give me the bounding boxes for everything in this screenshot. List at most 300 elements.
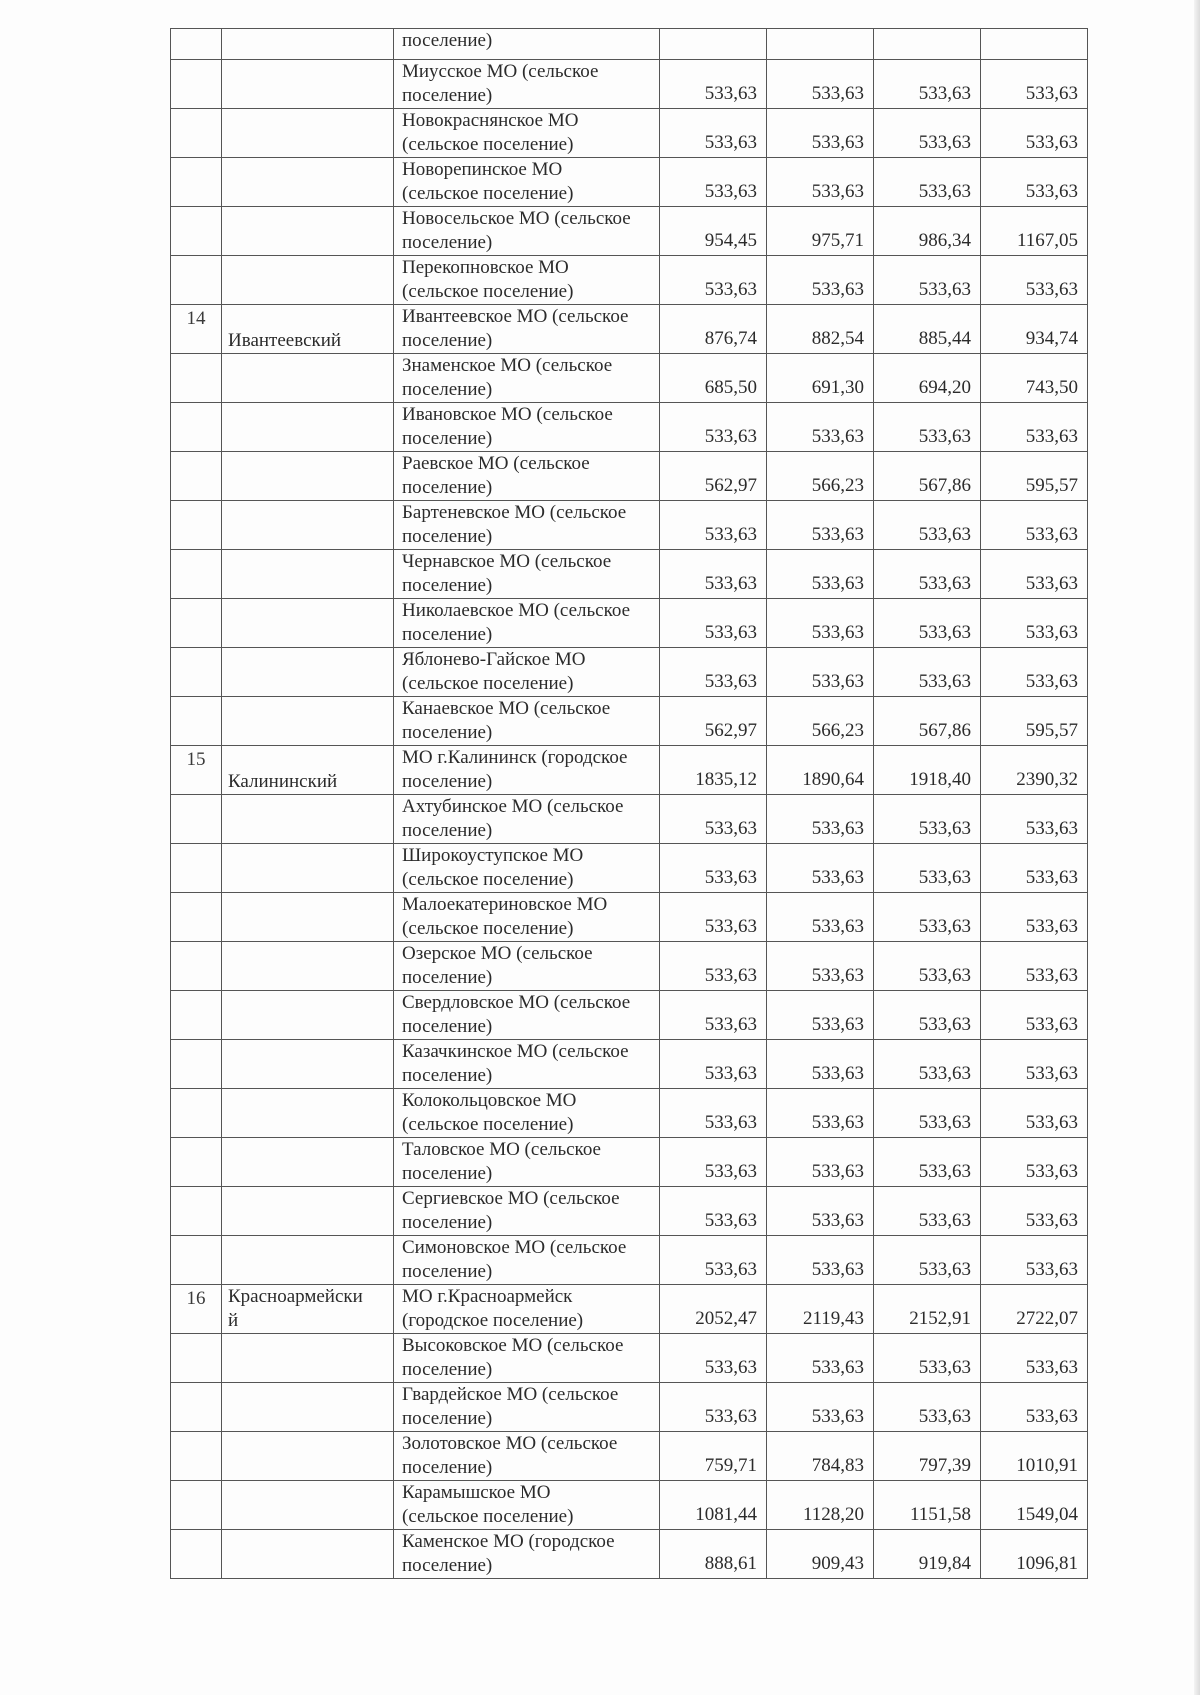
- value-cell-col-2: [767, 599, 874, 648]
- value-text: 533,63: [1025, 867, 1078, 888]
- district-cell: [222, 746, 394, 795]
- value-text: 533,63: [1025, 181, 1078, 202]
- value-text: 882,54: [811, 328, 864, 349]
- value-cell-col-2: [767, 403, 874, 452]
- municipality-name-line: Новокраснянское МО: [402, 110, 579, 131]
- table-row: [171, 893, 1088, 942]
- row-number-cell: [171, 1285, 222, 1334]
- municipality-name-line: поселение): [402, 624, 493, 645]
- district-name: Калининский: [228, 771, 338, 792]
- value-text: 533,63: [918, 1112, 971, 1133]
- value-cell-col-2: [767, 60, 874, 109]
- table-row: [171, 1432, 1088, 1481]
- row-number-cell: [171, 1236, 222, 1285]
- district-cell: [222, 599, 394, 648]
- value-text: 2152,91: [909, 1308, 971, 1329]
- municipality-name-line: поселение): [402, 575, 493, 596]
- municipal-values-table: [170, 28, 1088, 1579]
- municipality-name-line: поселение): [402, 379, 493, 400]
- district-cell: [222, 1285, 394, 1334]
- value-cell-col-4: [981, 1285, 1088, 1334]
- value-text: 1151,58: [909, 1504, 971, 1525]
- value-text: 533,63: [704, 916, 757, 937]
- value-cell-col-1: [660, 256, 767, 305]
- value-cell-col-4: [981, 1236, 1088, 1285]
- value-text: 533,63: [811, 1112, 864, 1133]
- table-row: [171, 501, 1088, 550]
- value-cell-col-4: [981, 109, 1088, 158]
- value-text: 759,71: [704, 1455, 757, 1476]
- row-number-cell: [171, 648, 222, 697]
- municipality-name-line: (сельское поселение): [402, 673, 574, 694]
- value-cell-col-4: [981, 256, 1088, 305]
- value-cell-col-3: [874, 60, 981, 109]
- value-text: 2390,32: [1016, 769, 1078, 790]
- value-text: 533,63: [1025, 83, 1078, 104]
- row-number-cell: [171, 29, 222, 60]
- value-text: 533,63: [1025, 1357, 1078, 1378]
- row-number-cell: [171, 942, 222, 991]
- value-cell-col-4: [981, 1089, 1088, 1138]
- value-text: 533,63: [1025, 1259, 1078, 1280]
- value-text: 533,63: [704, 1357, 757, 1378]
- table-row: [171, 648, 1088, 697]
- value-text: 533,63: [918, 573, 971, 594]
- municipality-cell: [394, 746, 660, 795]
- value-cell-col-4: [981, 1432, 1088, 1481]
- value-text: 533,63: [704, 1161, 757, 1182]
- value-text: 533,63: [918, 818, 971, 839]
- municipality-cell: [394, 550, 660, 599]
- table-row: [171, 207, 1088, 256]
- municipality-name-line: поселение): [402, 526, 493, 547]
- value-text: 533,63: [704, 1112, 757, 1133]
- municipality-name-line: Знаменское МО (сельское: [402, 355, 613, 376]
- value-text: 533,63: [1025, 279, 1078, 300]
- municipality-name-line: Широкоуступское МО: [402, 845, 584, 866]
- value-text: 533,63: [704, 132, 757, 153]
- value-text: 1918,40: [909, 769, 971, 790]
- municipality-name-line: поселение): [402, 85, 493, 106]
- value-cell-col-4: [981, 991, 1088, 1040]
- row-number: 15: [186, 749, 206, 770]
- municipality-name-line: МО г.Красноармейск: [402, 1286, 573, 1307]
- value-text: 533,63: [918, 1406, 971, 1427]
- value-cell-col-3: [874, 1138, 981, 1187]
- value-text: 533,63: [704, 1259, 757, 1280]
- value-text: 533,63: [704, 671, 757, 692]
- municipality-cell: [394, 207, 660, 256]
- table-row: [171, 403, 1088, 452]
- row-number-cell: [171, 354, 222, 403]
- value-cell-col-2: [767, 452, 874, 501]
- value-text: 533,63: [704, 818, 757, 839]
- municipality-name-line: (сельское поселение): [402, 134, 574, 155]
- value-text: 533,63: [704, 622, 757, 643]
- district-cell: [222, 795, 394, 844]
- table-row: [171, 1383, 1088, 1432]
- value-cell-col-1: [660, 1432, 767, 1481]
- row-number-cell: [171, 1432, 222, 1481]
- value-text: 533,63: [1025, 622, 1078, 643]
- value-text: 533,63: [918, 83, 971, 104]
- district-cell: [222, 550, 394, 599]
- value-cell-col-1: [660, 60, 767, 109]
- value-cell-col-1: [660, 795, 767, 844]
- municipality-name-line: поселение): [402, 330, 493, 351]
- municipality-cell: [394, 942, 660, 991]
- municipality-name-line: поселение): [402, 477, 493, 498]
- municipality-name-line: поселение): [402, 722, 493, 743]
- row-number-cell: [171, 991, 222, 1040]
- municipality-name-line: (сельское поселение): [402, 183, 574, 204]
- value-cell-col-4: [981, 1040, 1088, 1089]
- value-cell-col-4: [981, 1138, 1088, 1187]
- municipality-cell: [394, 1432, 660, 1481]
- table-row: [171, 550, 1088, 599]
- municipality-cell: [394, 1285, 660, 1334]
- value-cell-col-1: [660, 697, 767, 746]
- value-cell-col-3: [874, 256, 981, 305]
- value-text: 1549,04: [1016, 1504, 1078, 1525]
- value-cell-col-2: [767, 1089, 874, 1138]
- value-text: 533,63: [704, 524, 757, 545]
- district-name: Красноармейски й: [228, 1286, 363, 1331]
- municipality-cell: [394, 60, 660, 109]
- value-cell-col-4: [981, 29, 1088, 60]
- district-cell: [222, 1530, 394, 1579]
- value-cell-col-2: [767, 158, 874, 207]
- value-cell-col-3: [874, 599, 981, 648]
- value-text: 533,63: [704, 965, 757, 986]
- value-text: 986,34: [918, 230, 971, 251]
- value-text: 533,63: [918, 622, 971, 643]
- value-text: 784,83: [811, 1455, 864, 1476]
- value-text: 533,63: [918, 132, 971, 153]
- value-cell-col-3: [874, 1383, 981, 1432]
- value-cell-col-1: [660, 29, 767, 60]
- value-text: 566,23: [811, 475, 864, 496]
- row-number-cell: [171, 158, 222, 207]
- row-number-cell: [171, 893, 222, 942]
- table-row: [171, 1530, 1088, 1579]
- value-text: 1010,91: [1016, 1455, 1078, 1476]
- value-cell-col-1: [660, 1383, 767, 1432]
- value-text: 533,63: [811, 916, 864, 937]
- value-text: 533,63: [918, 1014, 971, 1035]
- value-cell-col-4: [981, 697, 1088, 746]
- value-text: 919,84: [918, 1553, 971, 1574]
- value-text: 533,63: [704, 1063, 757, 1084]
- table-row: [171, 1236, 1088, 1285]
- municipality-cell: [394, 256, 660, 305]
- value-cell-col-2: [767, 1285, 874, 1334]
- table-body: [171, 29, 1088, 1579]
- value-text: 567,86: [918, 720, 971, 741]
- value-text: 533,63: [704, 83, 757, 104]
- value-cell-col-2: [767, 305, 874, 354]
- value-text: 1835,12: [695, 769, 757, 790]
- value-text: 533,63: [1025, 916, 1078, 937]
- value-text: 533,63: [811, 83, 864, 104]
- value-text: 533,63: [918, 1063, 971, 1084]
- municipality-name-line: Каменское МО (городское: [402, 1531, 615, 1552]
- value-text: 533,63: [811, 1259, 864, 1280]
- municipality-name-line: Ивантеевское МО (сельское: [402, 306, 629, 327]
- table-row: [171, 1285, 1088, 1334]
- value-cell-col-1: [660, 109, 767, 158]
- municipality-name-line: Ивановское МО (сельское: [402, 404, 613, 425]
- district-cell: [222, 1236, 394, 1285]
- municipality-name-line: поселение): [402, 428, 493, 449]
- value-cell-col-2: [767, 207, 874, 256]
- value-text: 797,39: [918, 1455, 971, 1476]
- row-number-cell: [171, 599, 222, 648]
- municipality-name-line: Колокольцовское МО: [402, 1090, 577, 1111]
- table-row: [171, 599, 1088, 648]
- row-number-cell: [171, 403, 222, 452]
- value-cell-col-3: [874, 1089, 981, 1138]
- value-cell-col-2: [767, 893, 874, 942]
- value-text: 533,63: [918, 1210, 971, 1231]
- municipality-cell: [394, 991, 660, 1040]
- value-cell-col-3: [874, 501, 981, 550]
- municipality-cell: [394, 354, 660, 403]
- table-row: [171, 256, 1088, 305]
- municipality-name-line: (сельское поселение): [402, 869, 574, 890]
- table-row: [171, 795, 1088, 844]
- value-cell-col-1: [660, 1187, 767, 1236]
- table-row: [171, 60, 1088, 109]
- value-text: 533,63: [918, 1259, 971, 1280]
- value-cell-col-4: [981, 501, 1088, 550]
- value-text: 533,63: [811, 867, 864, 888]
- row-number: 14: [186, 308, 206, 329]
- value-text: 533,63: [811, 622, 864, 643]
- municipality-name-line: Высоковское МО (сельское: [402, 1335, 624, 1356]
- municipality-name-line: Сергиевское МО (сельское: [402, 1188, 620, 1209]
- row-number-cell: [171, 109, 222, 158]
- district-cell: [222, 452, 394, 501]
- municipality-cell: [394, 1138, 660, 1187]
- district-cell: [222, 256, 394, 305]
- value-text: 533,63: [704, 426, 757, 447]
- value-cell-col-4: [981, 599, 1088, 648]
- district-cell: [222, 60, 394, 109]
- district-cell: [222, 893, 394, 942]
- value-cell-col-3: [874, 305, 981, 354]
- value-cell-col-2: [767, 29, 874, 60]
- municipality-cell: [394, 1187, 660, 1236]
- municipality-cell: [394, 1040, 660, 1089]
- municipality-name-line: поселение): [402, 1457, 493, 1478]
- value-text: 694,20: [918, 377, 971, 398]
- value-cell-col-1: [660, 1040, 767, 1089]
- value-text: 533,63: [704, 573, 757, 594]
- municipality-cell: [394, 893, 660, 942]
- row-number-cell: [171, 844, 222, 893]
- page-edge-shadow: [1194, 0, 1200, 1695]
- municipality-cell: [394, 1089, 660, 1138]
- municipality-cell: [394, 844, 660, 893]
- municipality-cell: [394, 1481, 660, 1530]
- value-cell-col-4: [981, 1187, 1088, 1236]
- municipality-name-line: поселение): [402, 30, 493, 51]
- value-cell-col-3: [874, 942, 981, 991]
- value-cell-col-1: [660, 1285, 767, 1334]
- value-cell-col-1: [660, 550, 767, 599]
- value-text: 533,63: [1025, 671, 1078, 692]
- value-cell-col-1: [660, 207, 767, 256]
- table-row: [171, 158, 1088, 207]
- district-cell: [222, 991, 394, 1040]
- district-cell: [222, 697, 394, 746]
- district-cell: [222, 29, 394, 60]
- table-row: [171, 109, 1088, 158]
- table-row: [171, 697, 1088, 746]
- value-text: 888,61: [704, 1553, 757, 1574]
- municipality-name-line: поселение): [402, 1212, 493, 1233]
- value-cell-col-4: [981, 305, 1088, 354]
- value-cell-col-1: [660, 158, 767, 207]
- value-text: 533,63: [1025, 1210, 1078, 1231]
- value-text: 533,63: [1025, 524, 1078, 545]
- value-cell-col-4: [981, 844, 1088, 893]
- value-cell-col-2: [767, 1383, 874, 1432]
- value-cell-col-1: [660, 403, 767, 452]
- value-cell-col-1: [660, 501, 767, 550]
- value-cell-col-1: [660, 991, 767, 1040]
- municipality-name-line: МО г.Калининск (городское: [402, 747, 628, 768]
- municipality-cell: [394, 1530, 660, 1579]
- value-cell-col-1: [660, 648, 767, 697]
- table-row: [171, 29, 1088, 60]
- value-cell-col-1: [660, 1138, 767, 1187]
- municipality-name-line: Казачкинское МО (сельское: [402, 1041, 629, 1062]
- municipality-name-line: Ахтубинское МО (сельское: [402, 796, 624, 817]
- value-cell-col-1: [660, 1236, 767, 1285]
- value-cell-col-1: [660, 746, 767, 795]
- district-cell: [222, 305, 394, 354]
- value-cell-col-1: [660, 942, 767, 991]
- value-cell-col-2: [767, 1187, 874, 1236]
- district-cell: [222, 1138, 394, 1187]
- value-text: 533,63: [918, 524, 971, 545]
- value-cell-col-3: [874, 844, 981, 893]
- value-cell-col-3: [874, 1187, 981, 1236]
- value-text: 1096,81: [1016, 1553, 1078, 1574]
- value-cell-col-2: [767, 550, 874, 599]
- municipality-name-line: поселение): [402, 967, 493, 988]
- municipality-name-line: Миусское МО (сельское: [402, 61, 599, 82]
- value-cell-col-2: [767, 991, 874, 1040]
- municipality-cell: [394, 599, 660, 648]
- row-number-cell: [171, 1530, 222, 1579]
- value-text: 595,57: [1025, 720, 1078, 741]
- row-number-cell: [171, 1481, 222, 1530]
- value-text: 567,86: [918, 475, 971, 496]
- district-cell: [222, 403, 394, 452]
- value-text: 533,63: [1025, 132, 1078, 153]
- value-text: 691,30: [811, 377, 864, 398]
- value-cell-col-3: [874, 29, 981, 60]
- value-text: 533,63: [1025, 573, 1078, 594]
- value-cell-col-2: [767, 1138, 874, 1187]
- value-text: 533,63: [918, 426, 971, 447]
- value-cell-col-1: [660, 1334, 767, 1383]
- district-cell: [222, 1334, 394, 1383]
- municipality-cell: [394, 158, 660, 207]
- table-row: [171, 354, 1088, 403]
- value-cell-col-2: [767, 697, 874, 746]
- municipality-name-line: Яблонево-Гайское МО: [402, 649, 586, 670]
- value-cell-col-2: [767, 1236, 874, 1285]
- value-text: 533,63: [811, 965, 864, 986]
- value-cell-col-3: [874, 158, 981, 207]
- value-cell-col-2: [767, 1334, 874, 1383]
- municipality-name-line: поселение): [402, 232, 493, 253]
- value-text: 743,50: [1025, 377, 1078, 398]
- value-cell-col-4: [981, 550, 1088, 599]
- value-cell-col-3: [874, 795, 981, 844]
- municipality-name-line: поселение): [402, 1408, 493, 1429]
- district-cell: [222, 1089, 394, 1138]
- municipality-name-line: поселение): [402, 1555, 493, 1576]
- row-number-cell: [171, 1040, 222, 1089]
- value-cell-col-4: [981, 158, 1088, 207]
- value-cell-col-4: [981, 893, 1088, 942]
- value-cell-col-4: [981, 795, 1088, 844]
- district-name: Ивантеевский: [228, 330, 342, 351]
- value-text: 533,63: [918, 1357, 971, 1378]
- value-cell-col-4: [981, 452, 1088, 501]
- value-text: 533,63: [1025, 818, 1078, 839]
- value-text: 562,97: [704, 475, 757, 496]
- table-row: [171, 942, 1088, 991]
- municipality-name-line: Чернавское МО (сельское: [402, 551, 612, 572]
- value-cell-col-2: [767, 746, 874, 795]
- municipality-name-line: Бартеневское МО (сельское: [402, 502, 627, 523]
- row-number-cell: [171, 256, 222, 305]
- value-text: 533,63: [704, 181, 757, 202]
- value-text: 566,23: [811, 720, 864, 741]
- value-text: 533,63: [811, 524, 864, 545]
- value-text: 533,63: [811, 1014, 864, 1035]
- value-cell-col-3: [874, 1481, 981, 1530]
- value-cell-col-3: [874, 991, 981, 1040]
- municipality-cell: [394, 1236, 660, 1285]
- municipality-name-line: Новосельское МО (сельское: [402, 208, 631, 229]
- value-text: 1890,64: [802, 769, 864, 790]
- value-cell-col-3: [874, 1530, 981, 1579]
- value-text: 533,63: [918, 279, 971, 300]
- value-text: 533,63: [704, 867, 757, 888]
- value-text: 1167,05: [1016, 230, 1078, 251]
- value-text: 533,63: [918, 916, 971, 937]
- value-cell-col-4: [981, 746, 1088, 795]
- value-text: 885,44: [918, 328, 971, 349]
- value-cell-col-2: [767, 1530, 874, 1579]
- value-text: 533,63: [1025, 426, 1078, 447]
- value-text: 533,63: [811, 1210, 864, 1231]
- municipality-cell: [394, 501, 660, 550]
- value-cell-col-3: [874, 354, 981, 403]
- municipality-cell: [394, 109, 660, 158]
- value-cell-col-4: [981, 1530, 1088, 1579]
- value-cell-col-2: [767, 844, 874, 893]
- value-text: 533,63: [704, 279, 757, 300]
- district-cell: [222, 844, 394, 893]
